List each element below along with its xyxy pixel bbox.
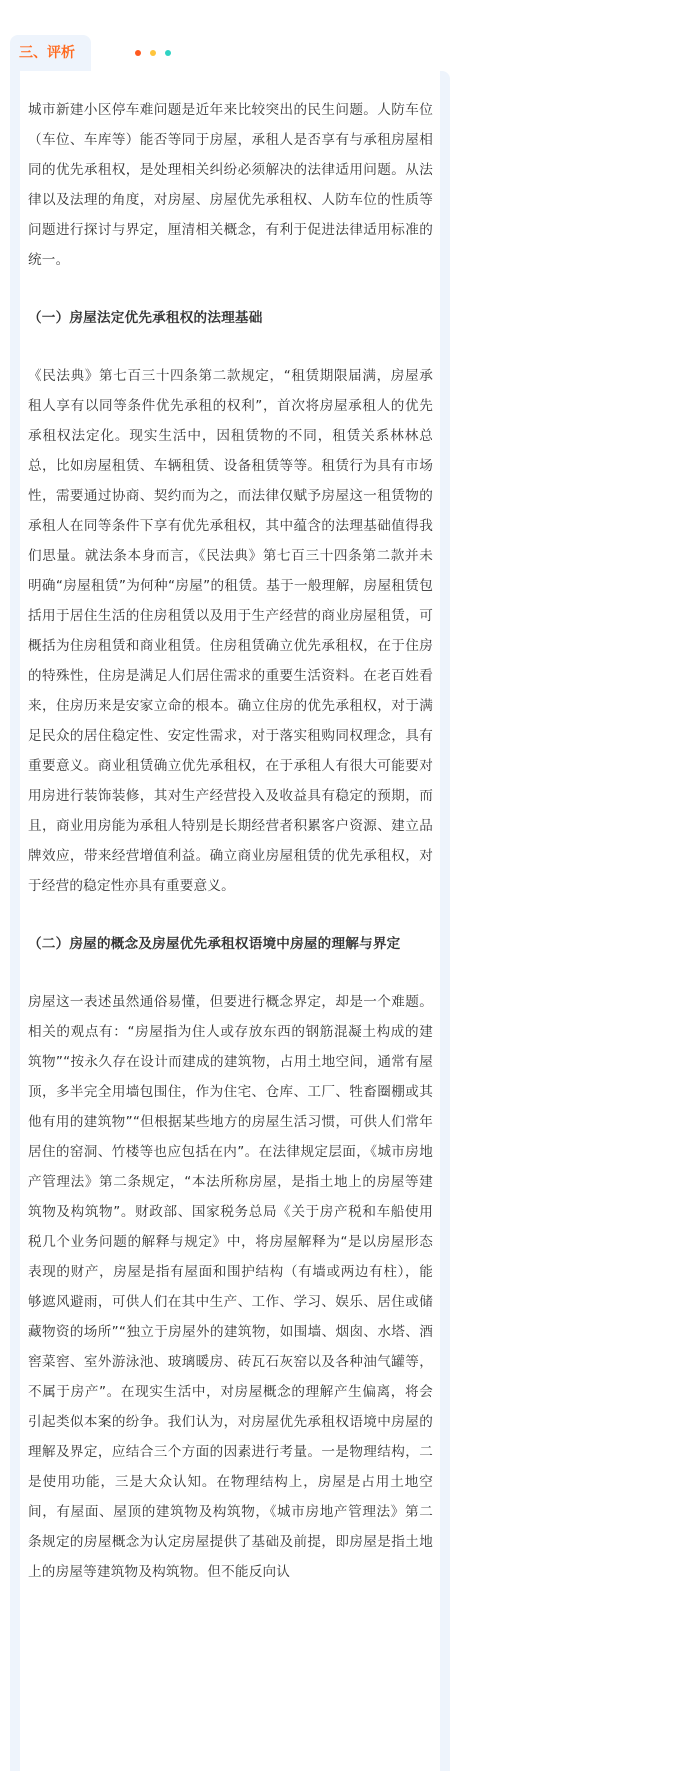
intro-paragraph: 城市新建小区停车难问题是近年来比较突出的民生问题。人防车位（车位、车库等）能否等同于房屋，承租人是否享有与承租房屋相同的优先承租权，是处理相关纠纷必须解决的法律适用问题。从法律以及法理的角度，对房屋、房屋优先承租权、人防车位的性质等问题进行探讨与界定，厘清相关概念，有利于促进法律适用标准的统一。 — [28, 102, 433, 268]
section-header — [10, 35, 450, 71]
subheading-house-definition: （二）房屋的概念及房屋优先承租权语境中房屋的理解与界定 — [28, 936, 401, 952]
orange-dot-icon — [135, 50, 141, 56]
article-card — [20, 71, 440, 1771]
section-tab — [10, 35, 91, 71]
paragraph-house-definition: 房屋这一表述虽然通俗易懂，但要进行概念界定，却是一个难题。相关的观点有：“房屋指为住人或存放东西的钢筋混凝土构成的建筑物”“按永久存在设计而建成的建筑物，占用土地空间，通常有屋顶，多半完全用墙包围住，作为住宅、仓库、工厂、牲畜圈棚或其他有用的建筑物”“但根据某些地方的房屋生活习惯，可供人们常年居住的窑洞、竹楼等也应包括在内”。在法律规定层面，《城市房地产管理法》第二条规定，“本法所称房屋，是指土地上的房屋等建筑物及构筑物”。财政部、国家税务总局《关于房产税和车船使用税几个业务问题的解释与规定》中，将房屋解释为“是以房屋形态表现的财产，房屋是指有屋面和围护结构（有墙或两边有柱），能够遮风避雨，可供人们在其中生产、工作、学习、娱乐、居住或储藏物资的场所”“独立于房屋外的建筑物，如围墙、烟囱、水塔、酒窖菜窖、室外游泳池、玻璃暖房、砖瓦石灰窑以及各种油气罐等，不属于房产”。在现实生活中，对房屋概念的理解产生偏离，将会引起类似本案的纷争。我们认为，对房屋优先承租权语境中房屋的理解及界定，应结合三个方面的因素进行考量。一是物理结构，二是使用功能，三是大众认知。在物理结构上，房屋是占用土地空间，有屋面、屋顶的建筑物及构筑物，《城市房地产管理法》第二条规定的房屋概念为认定房屋提供了基础及前提，即房屋是指土地上的房屋等建筑物及构筑物。但不能反向认 — [28, 994, 433, 1580]
content-panel — [10, 71, 450, 1771]
subheading-legal-basis: （一）房屋法定优先承租权的法理基础 — [28, 310, 263, 326]
yellow-dot-icon — [150, 50, 156, 56]
teal-dot-icon — [165, 50, 171, 56]
paragraph-legal-basis: 《民法典》第七百三十四条第二款规定，“租赁期限届满，房屋承租人享有以同等条件优先承租的权利”，首次将房屋承租人的优先承租权法定化。现实生活中，因租赁物的不同，租赁关系林林总总，比如房屋租赁、车辆租赁、设备租赁等等。租赁行为具有市场性，需要通过协商、契约而为之，而法律仅赋予房屋这一租赁物的承租人在同等条件下享有优先承租权，其中蕴含的法理基础值得我们思量。就法条本身而言，《民法典》第七百三十四条第二款并未明确“房屋租赁”为何种“房屋”的租赁。基于一般理解，房屋租赁包括用于居住生活的住房租赁以及用于生产经营的商业房屋租赁，可概括为住房租赁和商业租赁。住房租赁确立优先承租权，在于住房的特殊性，住房是满足人们居住需求的重要生活资料。在老百姓看来，住房历来是安家立命的根本。确立住房的优先承租权，对于满足民众的居住稳定性、安定性需求，对于落实租购同权理念，具有重要意义。商业租赁确立优先承租权，在于承租人有很大可能要对用房进行装饰装修，其对生产经营投入及收益具有稳定的预期，而且，商业用房能为承租人特别是长期经营者积累客户资源、建立品牌效应，带来经营增值利益。确立商业房屋租赁的优先承租权，对于经营的稳定性亦具有重要意义。 — [28, 368, 433, 894]
section-title: 三、评析 — [19, 45, 75, 61]
article-body — [28, 95, 433, 1615]
